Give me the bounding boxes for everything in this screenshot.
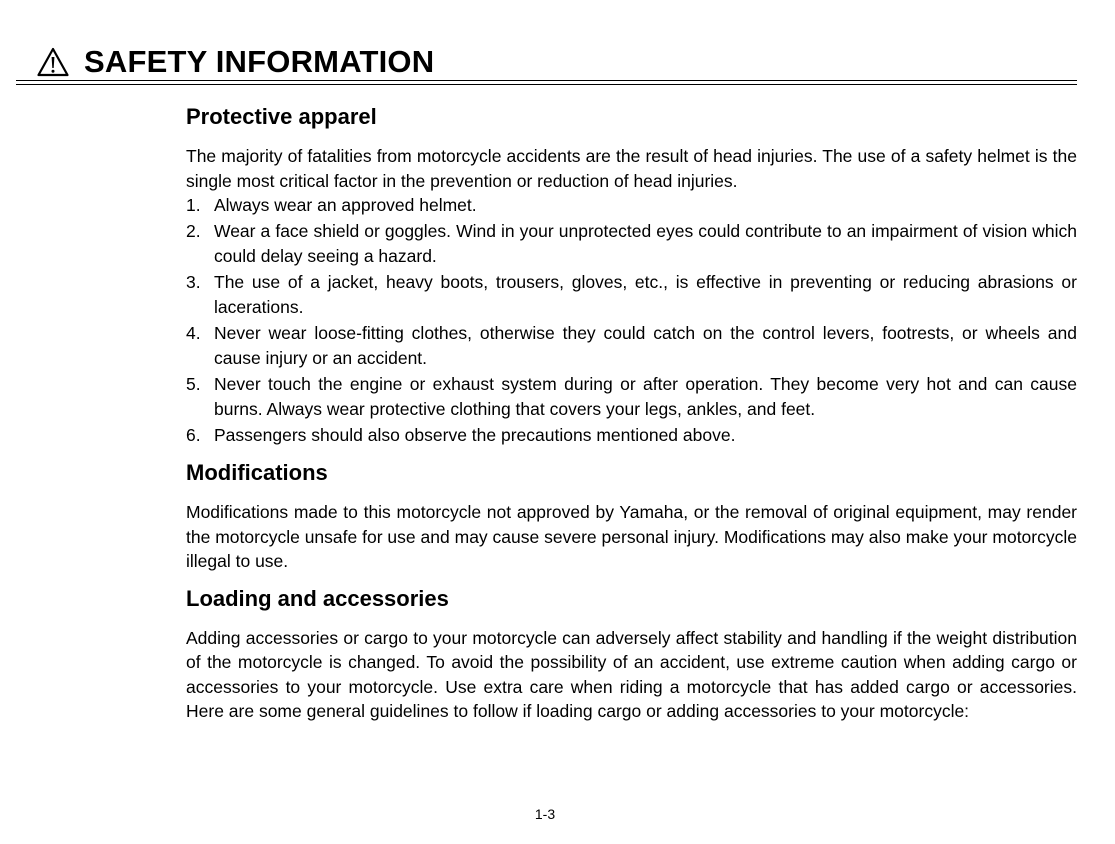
modifications-body: Modifications made to this motorcycle not approved by Yamaha, or the removal of original equipment, may render the motorcycle unsafe for use and may cause severe personal injury. Modifications may also make your motorcycle illegal to use. [186, 502, 1077, 571]
list-item-number: 1. [186, 195, 201, 215]
list-item-number: 4. [186, 322, 201, 343]
list-item-number: 3. [186, 271, 201, 292]
list-item-text: Never touch the engine or exhaust system during or after operation. They become very hot and can cause burns. Always wear protective clothing that covers your legs, ankles, and feet. [214, 373, 1077, 419]
list-item [186, 193, 1077, 219]
section-heading-modifications: Modifications [186, 460, 328, 485]
page-number: 1-3 [534, 806, 556, 822]
list-item [186, 321, 1077, 372]
warning-triangle-icon [36, 46, 70, 78]
section-heading-protective-apparel: Protective apparel [186, 104, 377, 129]
list-item [186, 423, 1077, 449]
list-item-text: Wear a face shield or goggles. Wind in your unprotected eyes could contribute to an impairment of vision which could delay seeing a hazard. [214, 220, 1077, 266]
list-item [186, 219, 1077, 270]
header-rule-bottom [16, 84, 1077, 85]
list-item-number: 2. [186, 220, 201, 241]
list-item-number: 5. [186, 373, 201, 394]
loading-accessories-body: Adding accessories or cargo to your motorcycle can adversely affect stability and handling if the weight distribution of the motorcycle is changed. To avoid the possibility of an accident, use extreme caution when adding cargo or accessories to your motorcycle. Use extra care when riding a motorcycle that has added cargo or accessories. Here are some general guidelines to follow if loading cargo or adding accessories to your motorcycle: [186, 627, 1077, 721]
protective-apparel-list [186, 193, 1077, 448]
section-heading-loading-accessories: Loading and accessories [186, 585, 449, 611]
list-item-number: 6. [186, 424, 201, 445]
header-rule-top [16, 80, 1077, 81]
protective-apparel-intro: The majority of fatalities from motorcycle accidents are the result of head injuries. The use of a safety helmet is the single most critical factor in the prevention or reduction of head injuries. [186, 146, 1077, 191]
page-title: SAFETY INFORMATION [84, 44, 435, 79]
list-item-text: Always wear an approved helmet. [214, 195, 477, 215]
list-item [186, 270, 1077, 321]
list-item-text: The use of a jacket, heavy boots, trousers, gloves, etc., is effective in preventing or reducing abrasions or lacerations. [214, 271, 1077, 317]
list-item-text: Never wear loose-fitting clothes, otherwise they could catch on the control levers, footrests, or wheels and cause injury or an accident. [214, 322, 1077, 368]
list-item-text: Passengers should also observe the precautions mentioned above. [214, 424, 736, 445]
page-header [36, 44, 434, 80]
main-content [186, 100, 1077, 724]
list-item [186, 372, 1077, 423]
